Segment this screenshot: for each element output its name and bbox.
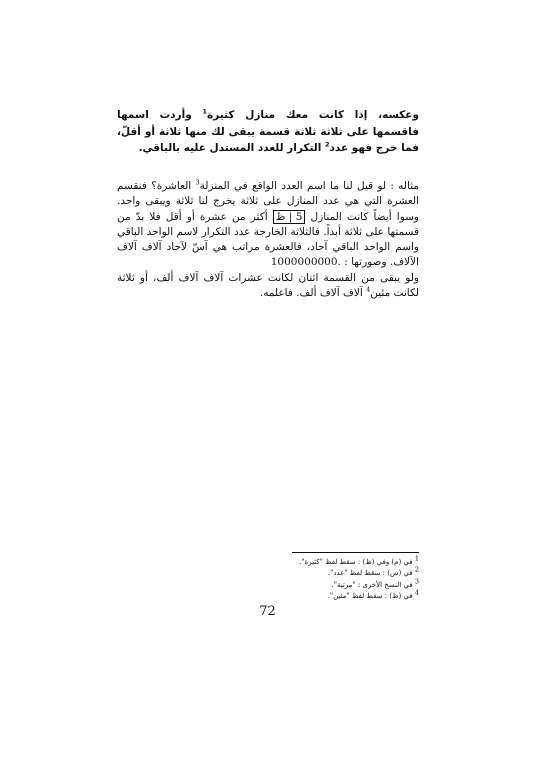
footnote-number: 1 [414,554,419,563]
footnote-number: 2 [414,565,419,574]
heading-text-part1: وعكسه، إذا كانت معك منازل كثيرة [207,109,419,121]
footnote-text: في (س) : سقط لفظ "عدد". [327,569,415,578]
footnotes [180,554,419,602]
paragraph-example [117,179,419,271]
footnote-item [180,588,419,602]
footnote-text: في النسخ الأخرى : "مرتبة". [331,580,415,589]
paragraph2-text-part1: ولو يبقى من القسمة اثنان لكانت عشرات آلاف آلاف ألف، أو ثلاثة لكانت مئين [117,271,419,300]
folio-number: 5 [295,210,303,223]
footnote-text: في (ظ) : سقط لفظ "مئين". [327,591,415,600]
footnote-ref-3[interactable]: 3 [195,178,200,187]
footnote-ref-4[interactable]: 4 [366,285,371,294]
heading-text-part2: وأردت اسمها فاقسمها على ثلاثة ثلاثة قسمة يبقى لك منها ثلاثة أو أقلّ، فما خرج فهو عدد [117,109,419,154]
footnote-item [180,565,419,579]
manuscript-marker-box: 5 | ظ [273,210,306,224]
paragraph-remainder [117,271,419,302]
page-number: 72 [259,604,276,619]
footnote-number: 4 [414,588,419,597]
footnote-ref-2[interactable]: 2 [324,140,330,149]
footnote-item [180,577,419,591]
example-number: 1000000000. [270,256,341,269]
footnote-item [180,554,419,568]
footnote-number: 3 [414,577,419,586]
paragraph-text-part1: مثاله : لو قيل لنا ما اسم العدد الواقع في المنزلة [199,180,419,192]
footnote-text: في (م) وفي (ظ) : سقط لفظ "كثيرة". [299,558,415,566]
heading-text-part3: التكرار للعدد المستدل عليه بالباقي. [138,142,325,154]
paragraph-text-part2: العاشرة؟ فنقسم العشرة التي هي عدد المنازل على ثلاثة يخرج لنا ثلاثة ويبقى واحد. وسوا أيضاً كانت المنازل [117,180,419,223]
manuscript-siglum: ظ [275,210,286,223]
section-heading [117,107,419,157]
paragraph2-text-part2: آلاف آلاف ألف. فاعلمه. [259,287,367,300]
footnote-separator [292,552,419,553]
paragraph-text-part3: أكثر من عشرة أو أقل فلا بدّ من قسمتها على ثلاثة أبداً. فالثلاثة الخارجة عدد التكرار لاسم الواحد الباقي واسم الواحد الباقي آحاد، فالعشرة مراتب هي آسّ لآحاد آلاف آلاف الآلاف. وصورتها : [117,210,419,269]
footnote-ref-1[interactable]: 1 [202,107,208,116]
body-text [117,179,419,301]
